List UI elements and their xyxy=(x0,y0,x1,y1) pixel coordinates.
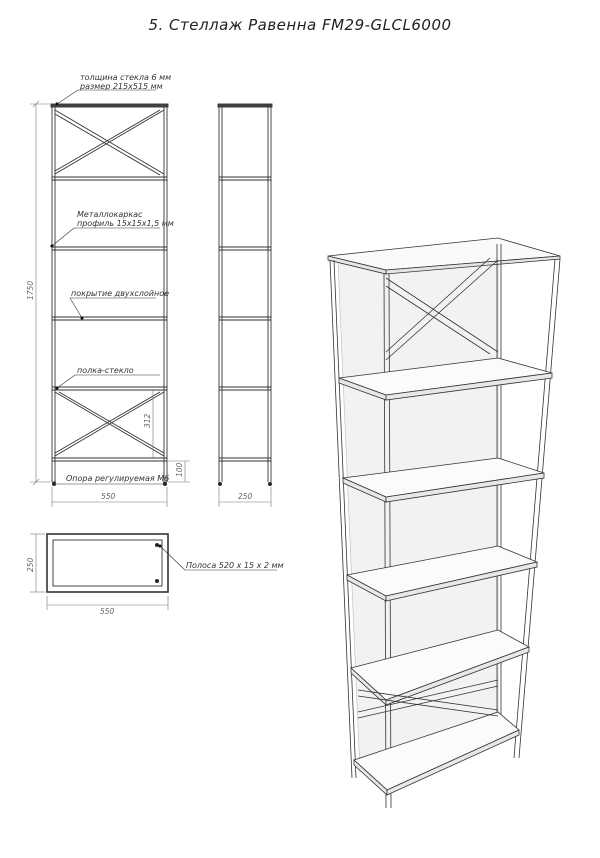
callout-glass-thickness: толщина стекла 6 мм xyxy=(80,73,172,82)
callout-profile: профиль 15x15x1,5 мм xyxy=(77,219,174,228)
dim-foot-height: 100 xyxy=(175,462,184,477)
plan-view xyxy=(47,534,168,592)
iso-back-panel xyxy=(338,256,498,772)
callout-shelf: полка-стекло xyxy=(77,366,134,375)
dim-plan-width: 550 xyxy=(100,607,115,616)
plan-inner xyxy=(53,540,162,586)
dim-height: 1750 xyxy=(26,280,35,300)
callout-glass-size: размер 215x515 мм xyxy=(80,82,163,91)
isometric-view xyxy=(328,238,560,808)
dim-depth-side: 250 xyxy=(238,492,253,501)
callout-frame: Металлокаркас xyxy=(77,210,143,219)
side-view xyxy=(218,104,272,486)
callout-strip: Полоса 520 х 15 х 2 мм xyxy=(186,561,284,570)
callout-coating: покрытие двухслойное xyxy=(71,289,170,298)
side-top-glass xyxy=(218,104,272,107)
dim-width-front: 550 xyxy=(101,492,116,501)
drawing-title: 5. Стеллаж Равенна FM29-GLCL6000 xyxy=(148,16,452,34)
iso-post-front-right xyxy=(514,259,555,758)
dim-shelf-gap: 312 xyxy=(143,413,152,428)
front-top-glass xyxy=(51,104,168,107)
callout-support: Опора регулируемая М6 xyxy=(66,474,170,483)
plan-outer xyxy=(47,534,168,592)
dim-plan-depth: 250 xyxy=(26,557,35,572)
